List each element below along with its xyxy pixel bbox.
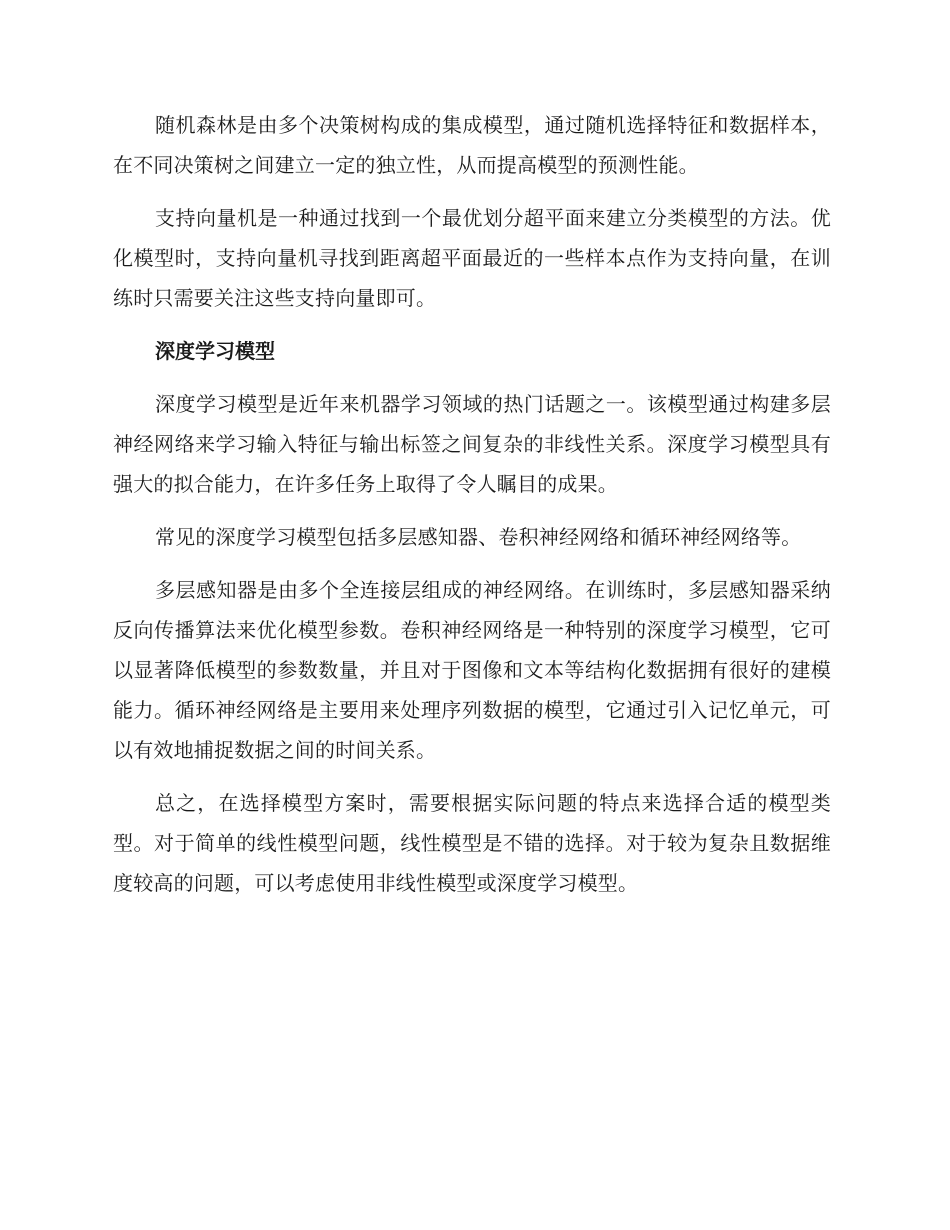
paragraph-svm: 支持向量机是一种通过找到一个最优划分超平面来建立分类模型的方法。优化模型时，支持向量机寻找到距离超平面最近的一些样本点作为支持向量，在训练时只需要关注这些支持向量即可。 — [113, 206, 831, 310]
paragraph-mlp-cnn-rnn: 多层感知器是由多个全连接层组成的神经网络。在训练时，多层感知器采纳反向传播算法来优化模型参数。卷积神经网络是一种特别的深度学习模型，它可以显著降低模型的参数数量，并且对于图像和文本等结构化数据拥有很好的建模能力。循环神经网络是主要用来处理序列数据的模型，它通过引入记忆单元，可以有效地捕捉数据之间的时间关系。 — [113, 578, 831, 762]
paragraph-conclusion: 总之，在选择模型方案时，需要根据实际问题的特点来选择合适的模型类型。对于简单的线性模型问题，线性模型是不错的选择。对于较为复杂且数据维度较高的问题，可以考虑使用非线性模型或深度学习模型。 — [113, 791, 831, 895]
paragraph-random-forest: 随机森林是由多个决策树构成的集成模型，通过随机选择特征和数据样本，在不同决策树之间建立一定的独立性，从而提高模型的预测性能。 — [113, 113, 831, 177]
paragraph-common-models: 常见的深度学习模型包括多层感知器、卷积神经网络和循环神经网络等。 — [155, 525, 802, 549]
document-body — [113, 105, 831, 916]
paragraph-deep-learning-intro: 深度学习模型是近年来机器学习领域的热门话题之一。该模型通过构建多层神经网络来学习输入特征与输出标签之间复杂的非线性关系。深度学习模型具有强大的拟合能力，在许多任务上取得了令人瞩目的成果。 — [113, 392, 831, 496]
section-heading: 深度学习模型 — [155, 339, 275, 363]
